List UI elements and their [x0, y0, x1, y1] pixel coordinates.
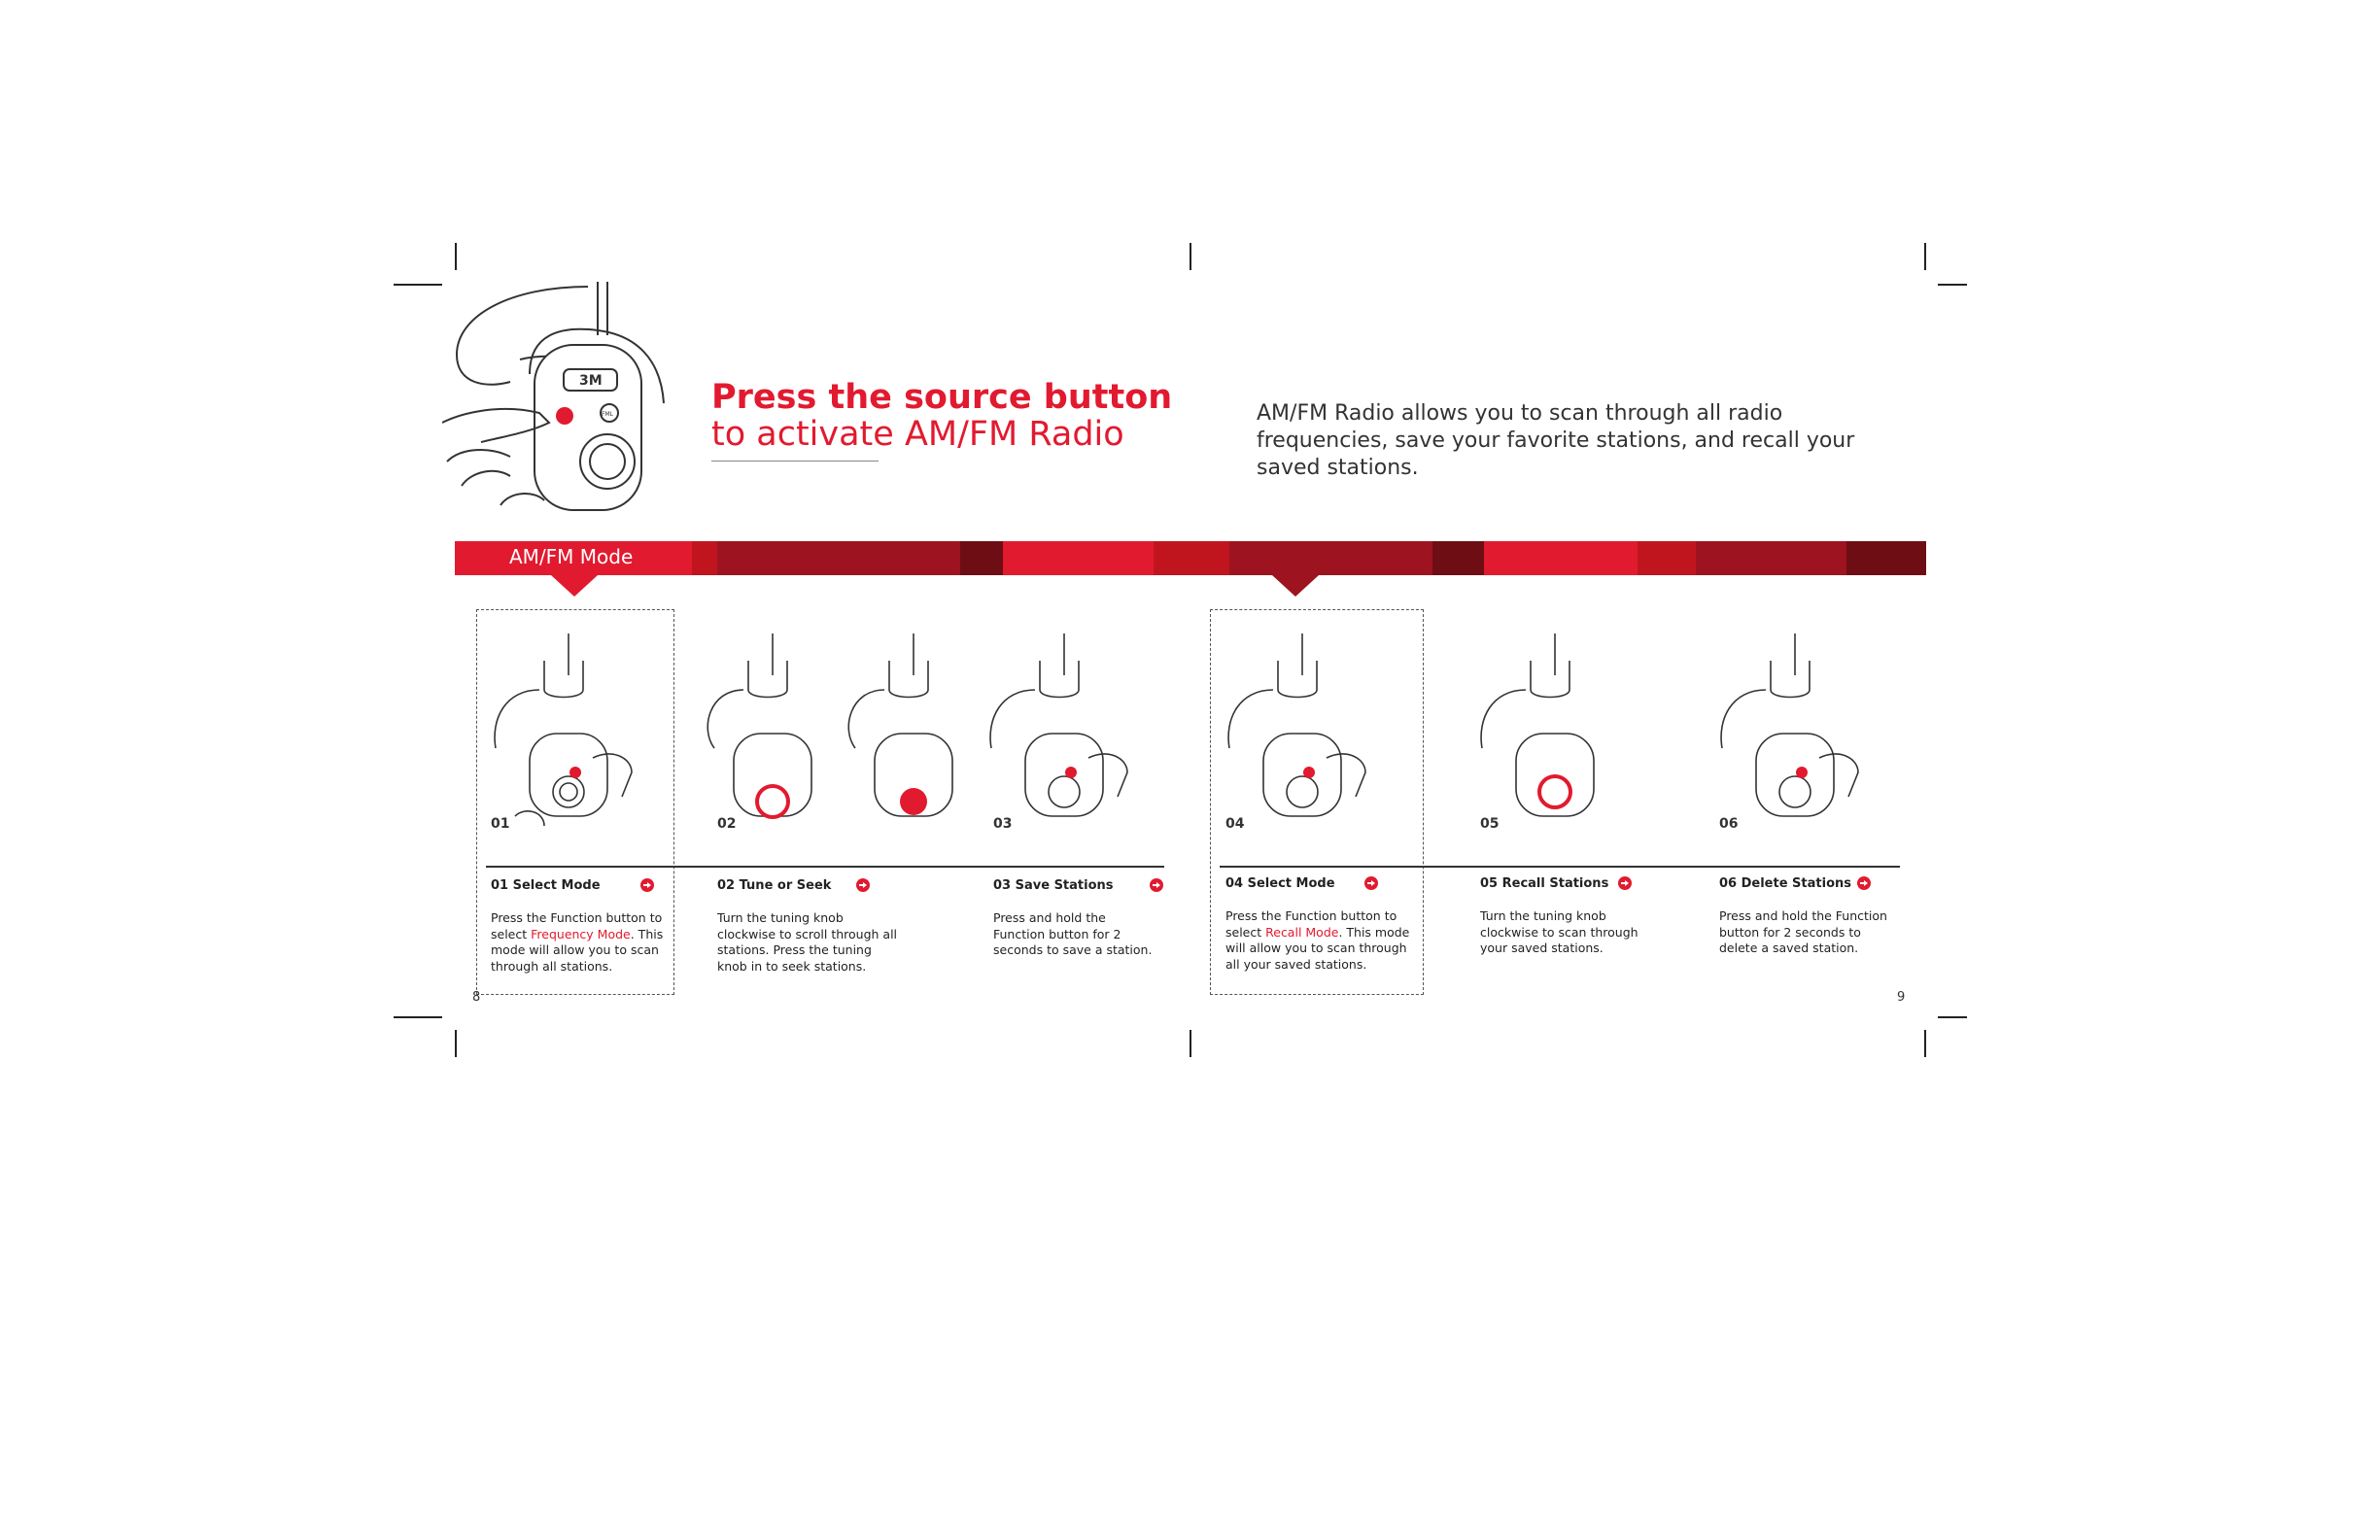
band-pointer [1272, 575, 1319, 597]
arrow-right-icon [1150, 878, 1163, 892]
desc-text: . This mode will allow you to scan through all your saved stations. [1225, 924, 1410, 972]
desc-text: . This mode will allow you to scan through all stations. [491, 926, 664, 974]
arrow-right-icon [856, 878, 870, 892]
arrow-right-icon [1364, 876, 1378, 890]
arrow-right-icon [1618, 876, 1632, 890]
step-title: 01 Select Mode [491, 878, 601, 893]
title-underline [711, 461, 879, 462]
step-number: 01 [491, 816, 510, 832]
step-05-illustration [1472, 632, 1628, 836]
step-title: 03 Save Stations [993, 878, 1114, 893]
crop-mark [455, 1030, 457, 1057]
crop-mark [394, 284, 442, 286]
crop-mark [1938, 284, 1967, 286]
step-description: Press and hold the Function button for 2 seconds to delete a saved station. [1719, 908, 1887, 955]
title-regular: to activate AM/FM Radio [711, 415, 1124, 454]
title-bold: Press the source button [711, 378, 1173, 417]
intro-text: AM/FM Radio allows you to scan through all radio frequencies, save your favorite stations, and recall your saved stations. [1257, 401, 1855, 480]
crop-mark [394, 1016, 442, 1018]
crop-mark [1190, 1030, 1191, 1057]
step-01-illustration [486, 632, 641, 836]
page-number-right: 9 [1897, 990, 1906, 1005]
step-number: 06 [1719, 816, 1739, 832]
crop-mark [1924, 243, 1926, 270]
step-description: Press and hold the Function button for 2 seconds to save a station. [993, 910, 1153, 957]
step-title: 04 Select Mode [1225, 876, 1335, 891]
mode-band [455, 541, 1926, 575]
crop-mark [1924, 1030, 1926, 1057]
highlight-text: Recall Mode [1265, 924, 1339, 940]
hero-logo-text: 3M [579, 373, 603, 389]
step-description: Turn the tuning knob clockwise to scan through your saved stations. [1480, 908, 1638, 955]
desc-text: Press the Function button to select [1225, 908, 1397, 940]
step-number: 04 [1225, 816, 1245, 832]
band-label: AM/FM Mode [509, 545, 634, 568]
step-number: 03 [993, 816, 1013, 832]
arrow-right-icon [1857, 876, 1871, 890]
highlight-text: Frequency Mode [531, 926, 631, 941]
step-divider [1220, 866, 1900, 868]
step-divider [486, 866, 1164, 868]
step-title: 06 Delete Stations [1719, 876, 1851, 891]
step-number: 05 [1480, 816, 1500, 832]
step-04-illustration [1220, 632, 1375, 836]
desc-text: Press the Function button to select [491, 910, 663, 941]
crop-mark [1190, 243, 1191, 270]
step-title: 05 Recall Stations [1480, 876, 1609, 891]
crop-mark [455, 243, 457, 270]
page-title [711, 379, 1172, 453]
step-description: Turn the tuning knob clockwise to scroll through all stations. Press the tuning knob in to seek stations. [717, 910, 898, 974]
crop-mark [1938, 1016, 1967, 1018]
step-03-illustration [982, 632, 1137, 836]
step-02-illustration [705, 632, 957, 836]
step-number: 02 [717, 816, 737, 832]
step-description [1225, 908, 1418, 973]
arrow-right-icon [640, 878, 654, 892]
step-06-illustration [1712, 632, 1868, 836]
band-pointer [551, 575, 598, 597]
hero-button-label: FML [602, 411, 613, 418]
hero-headset-illustration [442, 277, 675, 520]
step-title: 02 Tune or Seek [717, 878, 832, 893]
page-number-left: 8 [472, 990, 481, 1005]
step-description [491, 910, 664, 975]
